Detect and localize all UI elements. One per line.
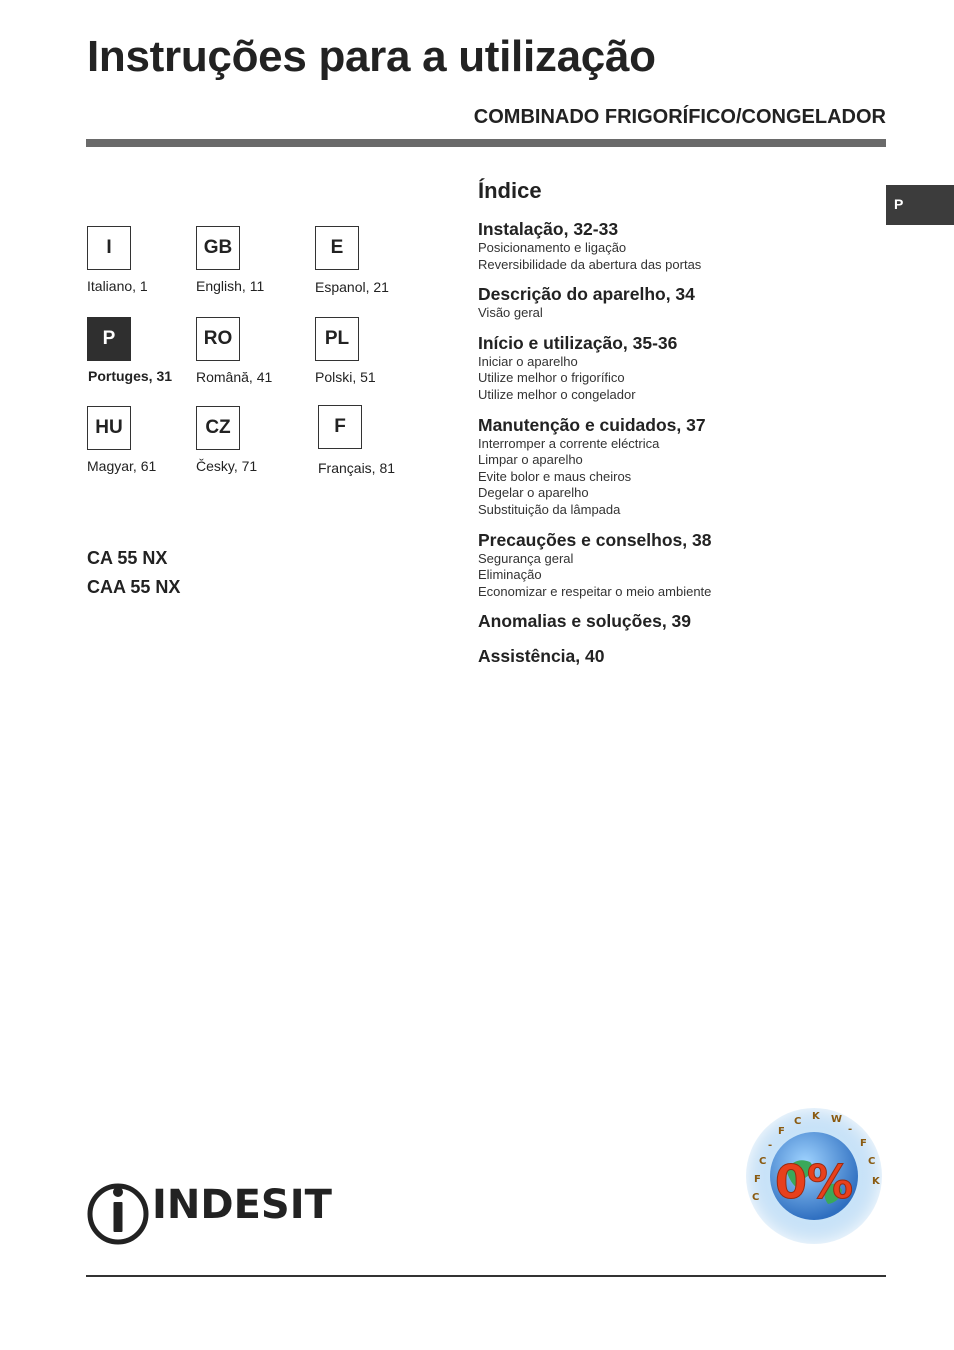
- table-of-contents: [478, 218, 878, 677]
- language-box-es[interactable]: E: [315, 226, 359, 270]
- header-divider: [86, 139, 886, 147]
- language-side-tab[interactable]: [886, 185, 954, 225]
- language-label-cz: Česky, 71: [196, 458, 258, 474]
- page-subtitle: COMBINADO FRIGORÍFICO/CONGELADOR: [473, 106, 886, 128]
- toc-section-start: [478, 332, 878, 404]
- toc-section-installation: [478, 218, 878, 273]
- toc-section-title[interactable]: Precauções e conselhos, 38: [478, 529, 712, 550]
- toc-item[interactable]: Evite bolor e maus cheiros: [478, 468, 632, 484]
- brand-logo-text: INDESIT: [152, 1182, 332, 1228]
- language-label-es: Espanol, 21: [315, 279, 389, 295]
- language-label-hu: Magyar, 61: [87, 458, 157, 474]
- toc-section-precautions: [478, 529, 878, 601]
- language-box-pt[interactable]: P: [87, 317, 131, 361]
- toc-section-assistance: [478, 645, 878, 667]
- toc-item[interactable]: Visão geral: [478, 305, 543, 321]
- language-label-pl: Polski, 51: [315, 369, 376, 385]
- toc-section-title[interactable]: Assistência, 40: [478, 646, 605, 667]
- toc-item[interactable]: Reversibilidade da abertura das portas: [478, 256, 702, 272]
- language-label-pt: Portuges, 31: [88, 368, 173, 384]
- language-box-gb[interactable]: GB: [196, 226, 240, 270]
- toc-section-title[interactable]: Instalação, 32-33: [478, 219, 619, 239]
- model-name-1: CA 55 NX: [87, 548, 168, 568]
- toc-item[interactable]: Segurança geral: [478, 550, 574, 566]
- toc-section-troubleshooting: [478, 610, 878, 632]
- toc-section-title[interactable]: Manutenção e cuidados, 37: [478, 414, 706, 435]
- toc-item[interactable]: Eliminação: [478, 567, 542, 583]
- index-heading: Índice: [478, 178, 542, 203]
- toc-section-title[interactable]: Descrição do aparelho, 34: [478, 284, 695, 305]
- language-box-pl[interactable]: PL: [315, 317, 359, 361]
- toc-section-title[interactable]: Início e utilização, 35-36: [478, 332, 678, 353]
- toc-item[interactable]: Limpar o aparelho: [478, 452, 583, 468]
- footer-divider: [86, 1275, 886, 1277]
- language-label-ro: Română, 41: [196, 369, 273, 385]
- brand-logo: [86, 1178, 332, 1251]
- language-label-gb: English, 11: [196, 278, 265, 294]
- language-box-cz[interactable]: CZ: [196, 406, 240, 450]
- language-box-it[interactable]: I: [87, 226, 131, 270]
- toc-section-title[interactable]: Anomalias e soluções, 39: [478, 611, 692, 632]
- toc-item[interactable]: Iniciar o aparelho: [478, 353, 578, 369]
- language-label-fr: Français, 81: [318, 460, 396, 476]
- svg-text:0%: 0%: [774, 1155, 854, 1209]
- toc-item[interactable]: Interromper a corrente eléctrica: [478, 435, 660, 451]
- toc-item[interactable]: Utilize melhor o frigorífico: [478, 370, 625, 386]
- page-title: Instruções para a utilização: [87, 32, 656, 81]
- toc-item[interactable]: Degelar o aparelho: [478, 485, 589, 501]
- language-box-fr[interactable]: F: [318, 405, 362, 449]
- language-side-tab-label: P: [894, 196, 904, 212]
- model-name-2: CAA 55 NX: [87, 577, 181, 597]
- svg-text:CFC- FCKW -FCK: CFC- FC K W -FC K: [752, 1111, 880, 1203]
- language-box-ro[interactable]: RO: [196, 317, 240, 361]
- cfc-free-globe-icon: [742, 1102, 886, 1251]
- toc-item[interactable]: Utilize melhor o congelador: [478, 386, 636, 402]
- language-box-hu[interactable]: HU: [87, 406, 131, 450]
- toc-item[interactable]: Substituição da lâmpada: [478, 501, 621, 517]
- toc-item[interactable]: Economizar e respeitar o meio ambiente: [478, 583, 712, 599]
- toc-section-maintenance: [478, 414, 878, 519]
- language-label-it: Italiano, 1: [87, 278, 148, 294]
- indesit-logo-icon: [86, 1178, 150, 1246]
- toc-section-description: [478, 283, 878, 322]
- toc-item[interactable]: Posicionamento e ligação: [478, 240, 627, 255]
